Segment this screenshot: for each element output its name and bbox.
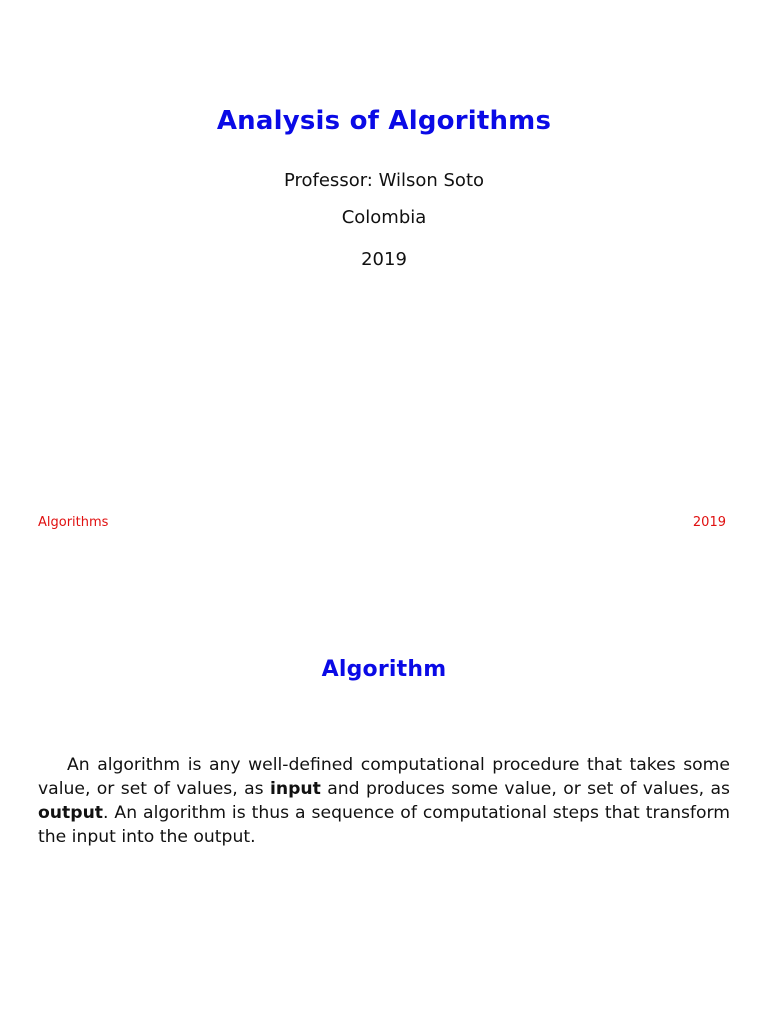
presentation-title: Analysis of Algorithms: [216, 106, 552, 136]
slide-title: Algorithm: [321, 657, 447, 682]
paragraph-text-1: An algorithm is any well-defined computational procedure that takes some value, or set of values, as: [38, 755, 730, 799]
country-label: Colombia: [341, 207, 427, 228]
paragraph-text-3: . An algorithm is thus a sequence of computational steps that transform the input into the output.: [38, 803, 730, 847]
footer-year: 2019: [692, 515, 726, 530]
professor-name: Professor: Wilson Soto: [283, 170, 485, 191]
bold-term-input: input: [269, 779, 321, 799]
footer-topic: Algorithms: [38, 515, 109, 530]
bold-term-output: output: [38, 803, 104, 823]
paragraph-text-2: and produces some value, or set of values, as: [320, 779, 730, 799]
definition-slide: [0, 550, 768, 1024]
definition-paragraph: [38, 753, 730, 849]
year-label: 2019: [361, 249, 407, 270]
